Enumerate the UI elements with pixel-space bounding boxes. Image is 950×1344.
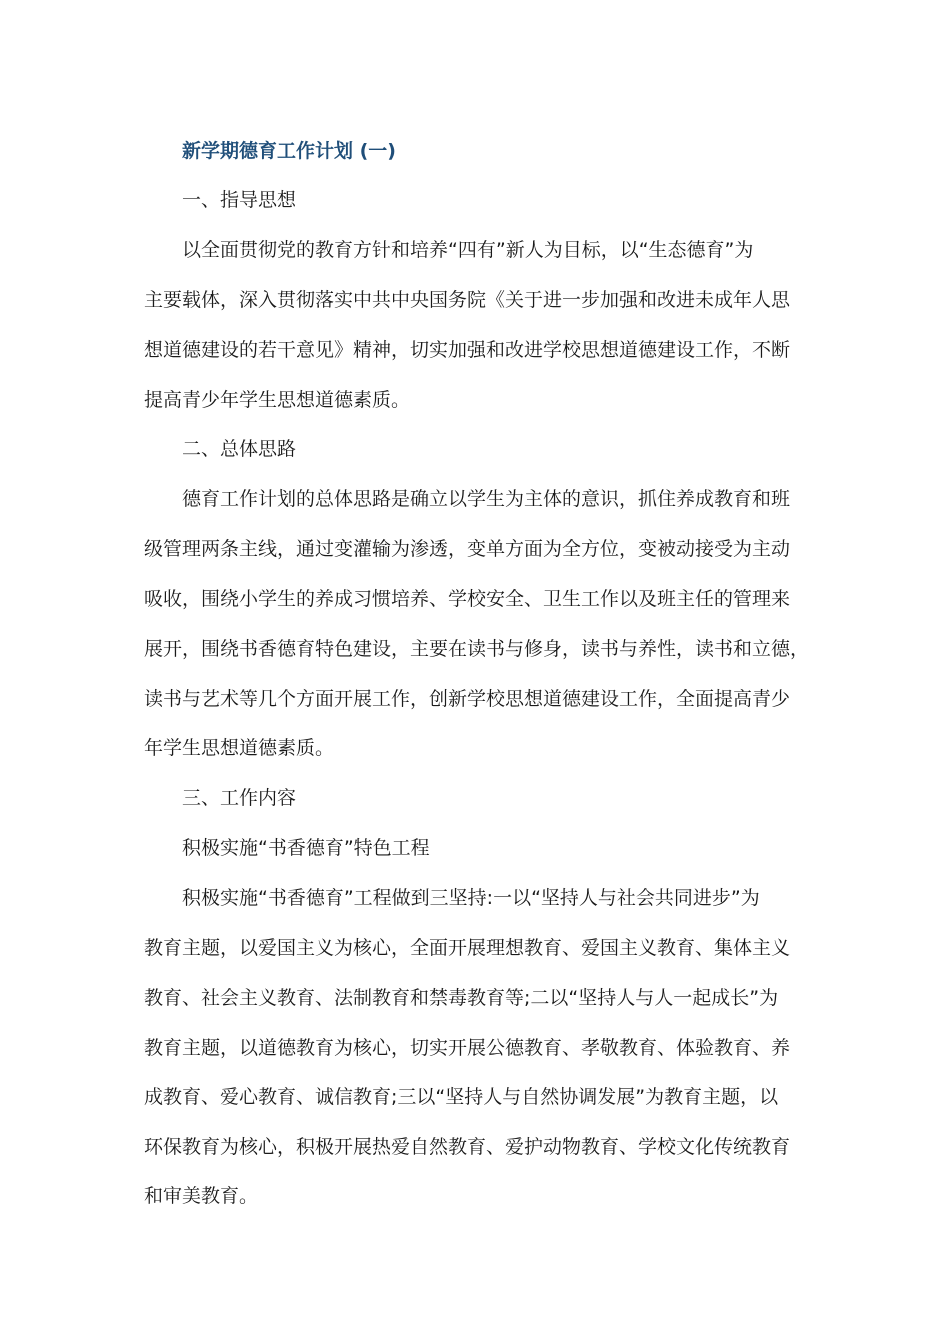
paragraph-line: 读书与艺术等几个方面开展工作，创新学校思想道德建设工作，全面提高青少 (144, 688, 791, 710)
section-heading: 三、工作内容 (182, 787, 297, 809)
paragraph-line: 展开，围绕书香德育特色建设，主要在读书与修身，读书与养性，读书和立德， (144, 638, 810, 660)
paragraph-line: 提高青少年学生思想道德素质。 (144, 389, 411, 411)
paragraph-line: 吸收，围绕小学生的养成习惯培养、学校安全、卫生工作以及班主任的管理来 (144, 588, 791, 610)
paragraph-line: 级管理两条主线，通过变灌输为渗透，变单方面为全方位，变被动接受为主动 (144, 538, 791, 560)
paragraph-line: 积极实施“书香德育”工程做到三坚持:一以“坚持人与社会共同进步”为 (182, 887, 760, 909)
paragraph-line: 教育主题，以爱国主义为核心，全面开展理想教育、爱国主义教育、集体主义 (144, 937, 791, 959)
paragraph-line: 以全面贯彻党的教育方针和培养“四有”新人为目标，以“生态德育”为 (182, 239, 754, 261)
section-heading: 二、总体思路 (182, 438, 297, 460)
paragraph-line: 环保教育为核心，积极开展热爱自然教育、爱护动物教育、学校文化传统教育 (144, 1136, 791, 1158)
paragraph-line: 德育工作计划的总体思路是确立以学生为主体的意识，抓住养成教育和班 (182, 488, 791, 510)
paragraph-line: 想道德建设的若干意见》精神，切实加强和改进学校思想道德建设工作，不断 (144, 339, 791, 361)
paragraph-line: 和审美教育。 (144, 1185, 259, 1207)
paragraph-line: 成教育、爱心教育、诚信教育;三以“坚持人与自然协调发展”为教育主题，以 (144, 1086, 779, 1108)
paragraph-line: 教育主题，以道德教育为核心，切实开展公德教育、孝敬教育、体验教育、养 (144, 1037, 791, 1059)
document-title: 新学期德育工作计划 (一) (182, 140, 396, 162)
paragraph-line: 主要载体，深入贯彻落实中共中央国务院《关于进一步加强和改进未成年人思 (144, 289, 791, 311)
subsection-heading: 积极实施“书香德育”特色工程 (182, 837, 430, 859)
paragraph-line: 教育、社会主义教育、法制教育和禁毒教育等;二以“坚持人与人一起成长”为 (144, 987, 779, 1009)
paragraph-line: 年学生思想道德素质。 (144, 737, 335, 759)
section-heading: 一、指导思想 (182, 189, 297, 211)
